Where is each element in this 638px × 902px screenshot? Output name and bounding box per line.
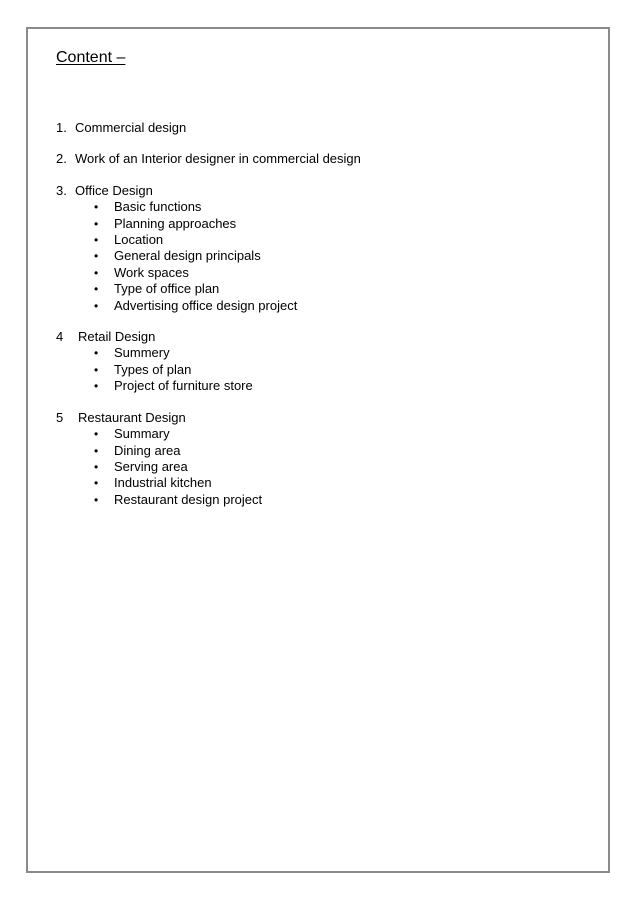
subitem-list <box>56 426 586 508</box>
section-number: 5 <box>56 409 64 425</box>
section-title-text: Restaurant Design <box>78 409 186 425</box>
list-item-text: Types of plan <box>114 361 192 377</box>
toc-section <box>56 410 586 508</box>
list-item <box>94 298 586 314</box>
bullet-icon: • <box>94 379 99 394</box>
section-title <box>56 151 586 167</box>
subitem-list <box>56 345 586 394</box>
section-number: 4 <box>56 329 64 345</box>
list-item-text: Work spaces <box>114 264 189 280</box>
list-item <box>94 443 586 459</box>
list-item-text: Summary <box>114 426 170 442</box>
bullet-icon: • <box>94 459 99 474</box>
toc-section <box>56 120 586 136</box>
list-item-text: Serving area <box>114 458 188 474</box>
list-item <box>94 216 586 232</box>
bullet-icon: • <box>94 265 99 280</box>
toc-section <box>56 329 586 395</box>
bullet-icon: • <box>94 216 99 231</box>
section-number: 1. <box>56 120 67 135</box>
list-item <box>94 265 586 281</box>
bullet-icon: • <box>94 476 99 491</box>
bullet-icon: • <box>94 233 99 248</box>
list-item <box>94 459 586 475</box>
list-item <box>94 426 586 442</box>
list-item-text: Advertising office design project <box>114 297 298 313</box>
content-heading: Content – <box>56 49 126 66</box>
bullet-icon: • <box>94 443 99 458</box>
toc-section <box>56 151 586 167</box>
section-title <box>56 329 586 345</box>
list-item-text: Restaurant design project <box>114 491 263 507</box>
section-title <box>56 410 586 426</box>
list-item-text: Basic functions <box>114 199 202 215</box>
list-item <box>94 345 586 361</box>
bullet-icon: • <box>94 362 99 377</box>
list-item <box>94 232 586 248</box>
list-item <box>94 281 586 297</box>
list-item-text: Industrial kitchen <box>114 475 212 491</box>
list-item-text: Planning approaches <box>114 215 237 231</box>
list-item-text: Dining area <box>114 442 181 458</box>
section-title-text: Retail Design <box>78 329 156 345</box>
bullet-icon: • <box>94 298 99 313</box>
section-title <box>56 120 586 136</box>
list-item-text: General design principals <box>114 248 261 264</box>
table-of-contents <box>56 120 586 523</box>
section-title-text: Commercial design <box>75 120 187 135</box>
toc-section <box>56 183 586 314</box>
section-number: 2. <box>56 151 67 167</box>
section-title <box>56 183 586 199</box>
list-item <box>94 248 586 264</box>
bullet-icon: • <box>94 249 99 264</box>
list-item <box>94 362 586 378</box>
bullet-icon: • <box>94 427 99 442</box>
bullet-icon: • <box>94 282 99 297</box>
section-title-text: Office Design <box>75 182 153 198</box>
subitem-list <box>56 199 586 314</box>
list-item <box>94 378 586 394</box>
list-item <box>94 199 586 215</box>
list-item <box>94 492 586 508</box>
list-item <box>94 475 586 491</box>
list-item-text: Summery <box>114 345 170 361</box>
list-item-text: Location <box>114 232 164 248</box>
section-number: 3. <box>56 182 67 198</box>
list-item-text: Project of furniture store <box>114 378 253 394</box>
list-item-text: Type of office plan <box>114 281 220 297</box>
bullet-icon: • <box>94 492 99 507</box>
bullet-icon: • <box>94 346 99 361</box>
bullet-icon: • <box>94 200 99 215</box>
section-title-text: Work of an Interior designer in commercial design <box>75 151 361 167</box>
